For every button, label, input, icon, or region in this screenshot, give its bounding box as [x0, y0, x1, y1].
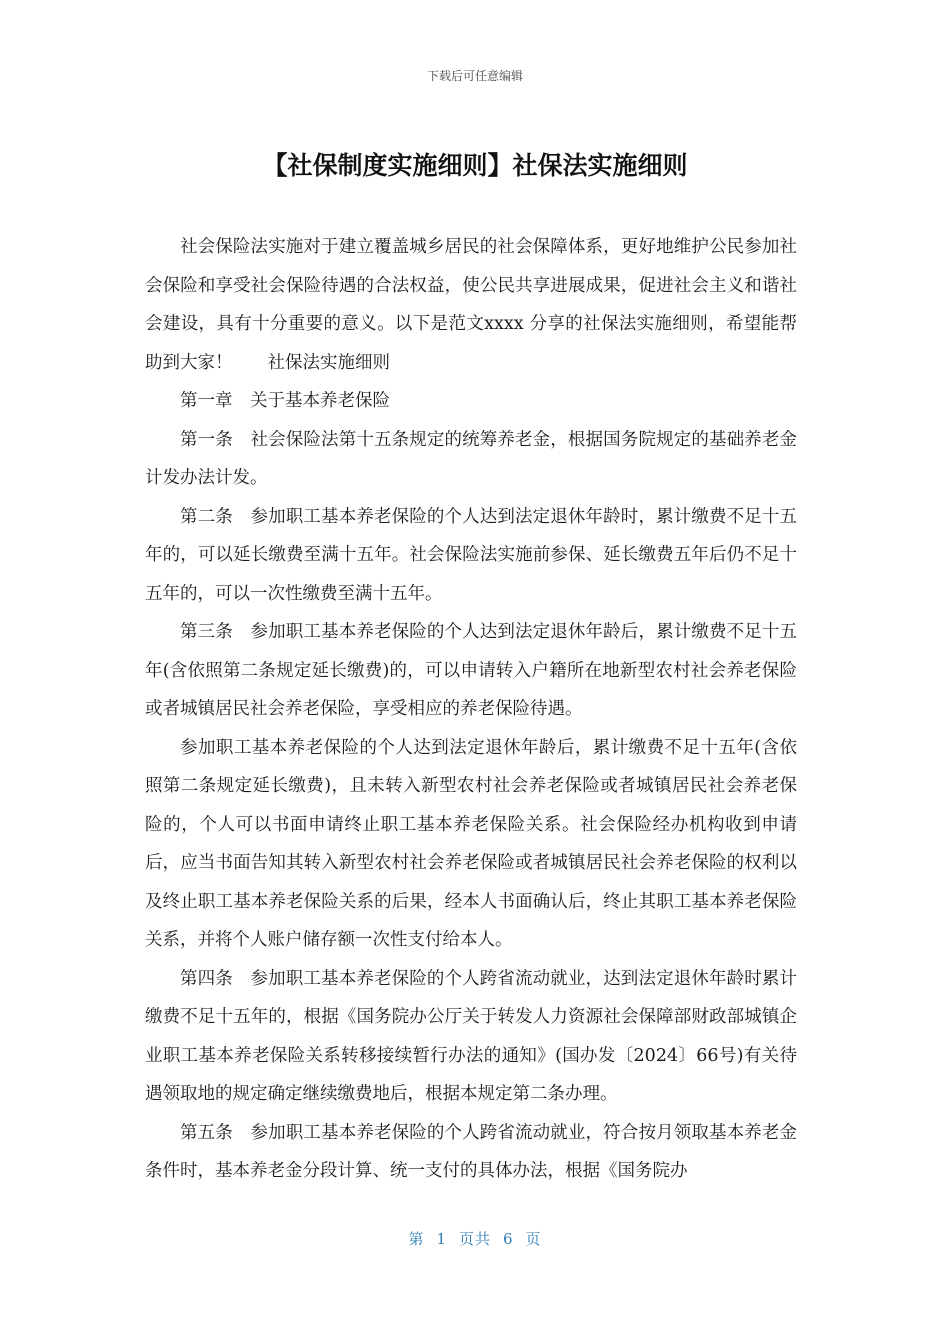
article-3: 第三条 参加职工基本养老保险的个人达到法定退休年龄后，累计缴费不足十五年(含依照第二条规定延长缴费)的，可以申请转入户籍所在地新型农村社会养老保险或者城镇居民社会养老保险，享受相应的养老保险待遇。: [145, 622, 797, 719]
footer-label-page: 第: [408, 1230, 425, 1248]
article-5: 第五条 参加职工基本养老保险的个人跨省流动就业，符合按月领取基本养老金条件时，基本养老金分段计算、统一支付的具体办法，根据《国务院办: [145, 1122, 797, 1181]
article-3-continued: 参加职工基本养老保险的个人达到法定退休年龄后，累计缴费不足十五年(含依照第二条规定延长缴费)，且未转入新型农村社会养老保险或者城镇居民社会养老保险的，个人可以书面申请终止职工基本养老保险关系。社会保险经办机构收到申请后，应当书面告知其转入新型农村社会养老保险或者城镇居民社会养老保险的权利以及终止职工基本养老保险关系的后果，经本人书面确认后，终止其职工基本养老保险关系，并将个人账户储存额一次性支付给本人。: [145, 737, 797, 950]
footer-label-end: 页: [525, 1230, 542, 1248]
footer-page-number: 1: [436, 1230, 447, 1248]
header-note: 下载后可任意编辑: [426, 69, 523, 83]
article-1: 第一条 社会保险法第十五条规定的统筹养老金，根据国务院规定的基础养老金计发办法计发。: [145, 429, 797, 488]
document-title: 【社保制度实施细则】社保法实施细则: [262, 151, 688, 180]
document-body: [145, 228, 797, 1191]
paragraph-intro: 社会保险法实施对于建立覆盖城乡居民的社会保障体系，更好地维护公民参加社会保险和享受社会保险待遇的合法权益，使公民共享进展成果，促进社会主义和谐社会建设，具有十分重要的意义。以下是范文xxxx 分享的社保法实施细则，希望能帮助到大家！ 社保法实施细则: [145, 237, 797, 373]
chapter-heading: 第一章 关于基本养老保险: [180, 391, 390, 411]
article-2: 第二条 参加职工基本养老保险的个人达到法定退休年龄时，累计缴费不足十五年的，可以延长缴费至满十五年。社会保险法实施前参保、延长缴费五年后仍不足十五年的，可以一次性缴费至满十五年。: [145, 506, 797, 604]
footer-total-pages: 6: [503, 1230, 514, 1248]
article-4: 第四条 参加职工基本养老保险的个人跨省流动就业，达到法定退休年龄时累计缴费不足十五年的，根据《国务院办公厅关于转发人力资源社会保障部财政部城镇企业职工基本养老保险关系转移接续暂行办法的通知》(国办发〔2024〕66号)有关待遇领取地的规定确定继续缴费地后，根据本规定第二条办理。: [145, 968, 797, 1104]
footer-label-of: 页共: [458, 1230, 491, 1248]
page-footer: [0, 1228, 950, 1249]
